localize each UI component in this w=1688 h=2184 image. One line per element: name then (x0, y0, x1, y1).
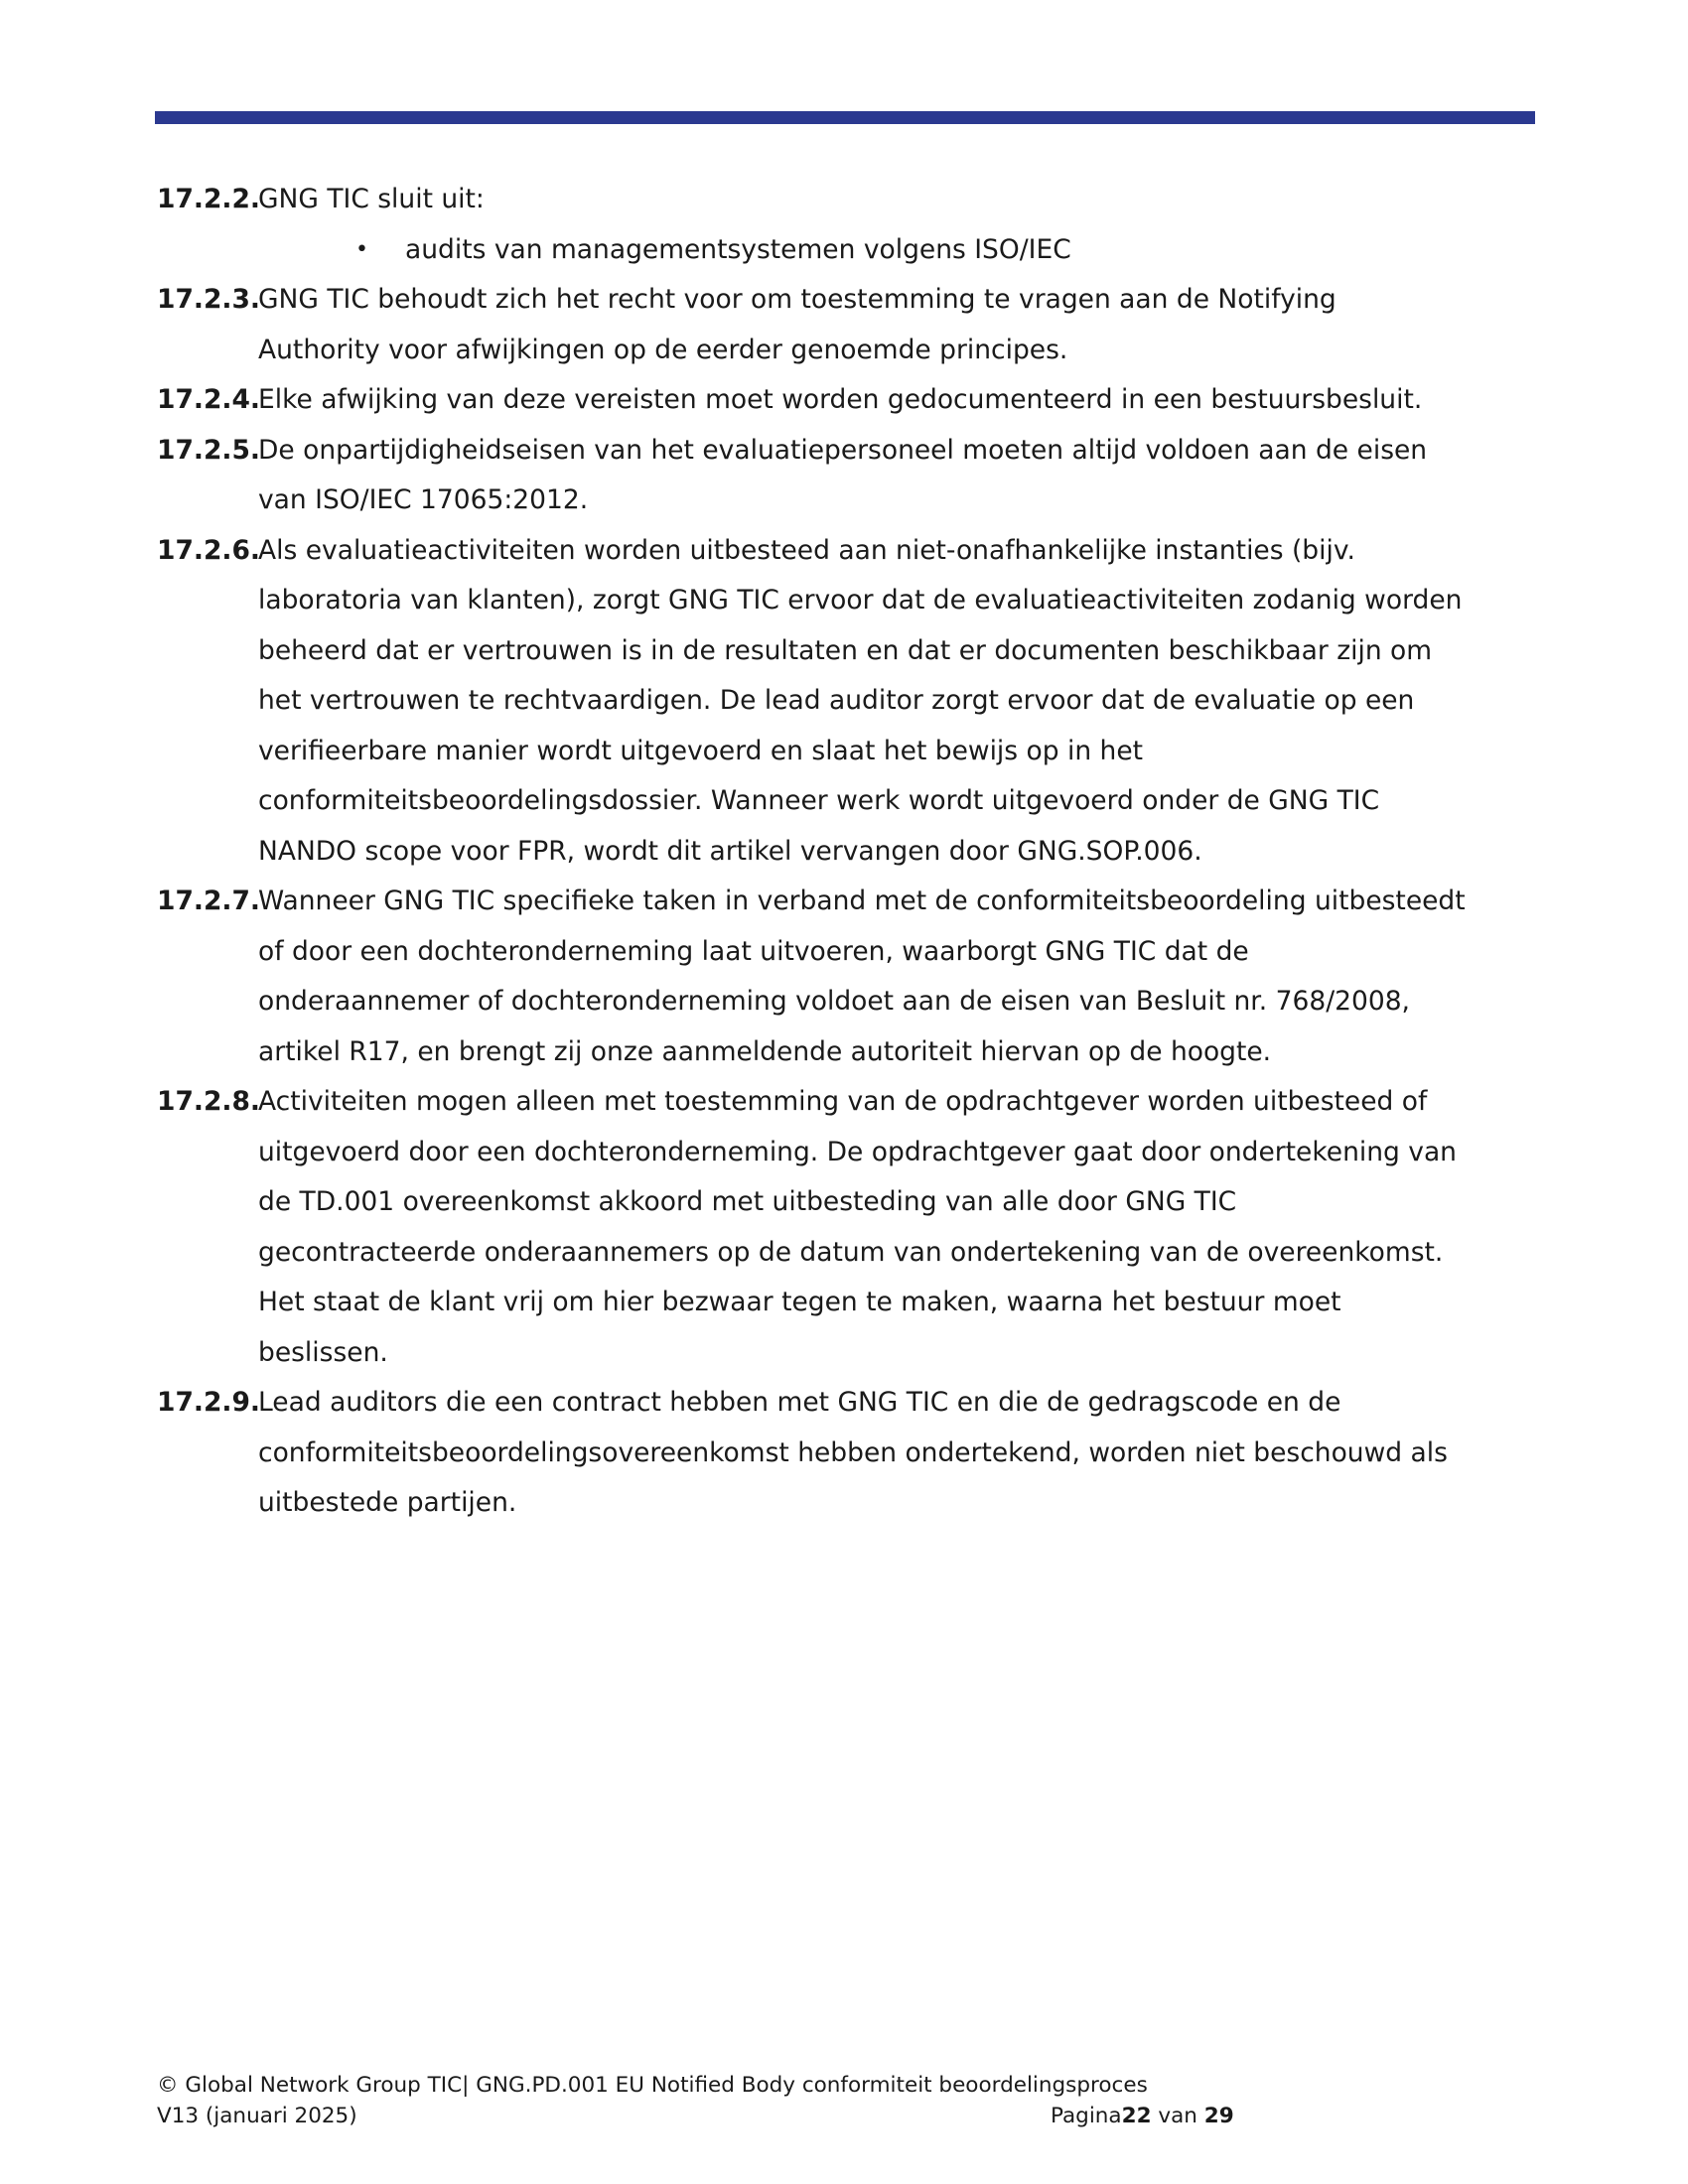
clause-text: Elke afwijking van deze vereisten moet worden gedocumenteerd in een bestuursbesluit. (258, 384, 1423, 415)
clause-number: 17.2.9. (157, 1387, 260, 1418)
clause-17-2-8 (157, 1077, 1537, 1378)
page-separator: van (1151, 2104, 1204, 2128)
page-total: 29 (1203, 2104, 1234, 2128)
exclusion-list (157, 225, 1537, 276)
list-item (355, 225, 1537, 276)
page-label: Pagina (1051, 2104, 1122, 2128)
clause-text: Als evaluatieactiviteiten worden uitbesteed aan niet-onafhankelijke instanties (bijv. laboratoria van klanten), zorgt GNG TIC ervoor dat de evaluatieactiviteiten zodanig worden beheerd dat er vertrouwen is in de resultaten en dat er documenten beschikbaar zijn om het vertrouwen te rechtvaardigen. De lead auditor zorgt ervoor dat de evaluatie op een verifieerbare manier wordt uitgevoerd en slaat het bewijs op in het conformiteitsbeoordelingsdossier. Wanneer werk wordt uitgevoerd onder de GNG TIC NANDO scope voor FPR, wordt dit artikel vervangen door GNG.SOP.006. (258, 534, 1463, 867)
clause-text: GNG TIC sluit uit: (258, 184, 485, 214)
clause-17-2-3 (157, 275, 1537, 375)
clause-text: Wanneer GNG TIC specifieke taken in verband met de conformiteitsbeoordeling uitbesteedt of door een dochteronderneming laat uitvoeren, waarborgt GNG TIC dat de onderaannemer of dochteronderneming voldoet aan de eisen van Besluit nr. 768/2008, artikel R17, en brengt zij onze aanmeldende autoriteit hiervan op de hoogte. (258, 886, 1466, 1067)
bullet-icon: • (355, 236, 368, 262)
clause-number: 17.2.4. (157, 384, 260, 415)
clause-17-2-6 (157, 526, 1537, 878)
clause-17-2-2 (157, 175, 1537, 225)
clause-17-2-7 (157, 877, 1537, 1077)
document-body (157, 175, 1537, 1529)
header-rule (155, 111, 1535, 124)
clause-number: 17.2.3. (157, 284, 260, 315)
clause-text: De onpartijdigheidseisen van het evaluatiepersoneel moeten altijd voldoen aan de eisen van ISO/IEC 17065:2012. (258, 434, 1428, 515)
clause-number: 17.2.2. (157, 184, 260, 214)
footer-version: V13 (januari 2025) (157, 2104, 357, 2128)
footer-copyright: © Global Network Group TIC| GNG.PD.001 EU Notified Body conformiteit beoordelingsproces (157, 2073, 1148, 2098)
clause-text: Lead auditors die een contract hebben met GNG TIC en die de gedragscode en de conformiteitsbeoordelingsovereenkomst hebben ondertekend, worden niet beschouwd als uitbestede partijen. (258, 1387, 1448, 1518)
page-footer (157, 2070, 1269, 2131)
page-current: 22 (1121, 2104, 1152, 2128)
list-item-text: audits van managementsystemen volgens ISO/IEC (405, 233, 1071, 265)
page-number (1051, 2101, 1234, 2131)
clause-17-2-9 (157, 1378, 1537, 1529)
clause-17-2-4 (157, 375, 1537, 426)
clause-text: GNG TIC behoudt zich het recht voor om toestemming te vragen aan de Notifying Authority voor afwijkingen op de eerder genoemde principes. (258, 284, 1336, 365)
clause-number: 17.2.8. (157, 1086, 260, 1117)
clause-number: 17.2.6. (157, 534, 260, 566)
clause-text: Activiteiten mogen alleen met toestemming van de opdrachtgever worden uitbesteed of uitgevoerd door een dochteronderneming. De opdrachtgever gaat door ondertekening van de TD.001 overeenkomst akkoord met uitbesteding van alle door GNG TIC gecontracteerde onderaannemers op de datum van ondertekening van de overeenkomst. Het staat de klant vrij om hier bezwaar tegen te maken, waarna het bestuur moet beslissen. (258, 1086, 1457, 1368)
clause-number: 17.2.5. (157, 434, 260, 466)
clause-17-2-5 (157, 426, 1537, 526)
clause-number: 17.2.7. (157, 886, 260, 916)
